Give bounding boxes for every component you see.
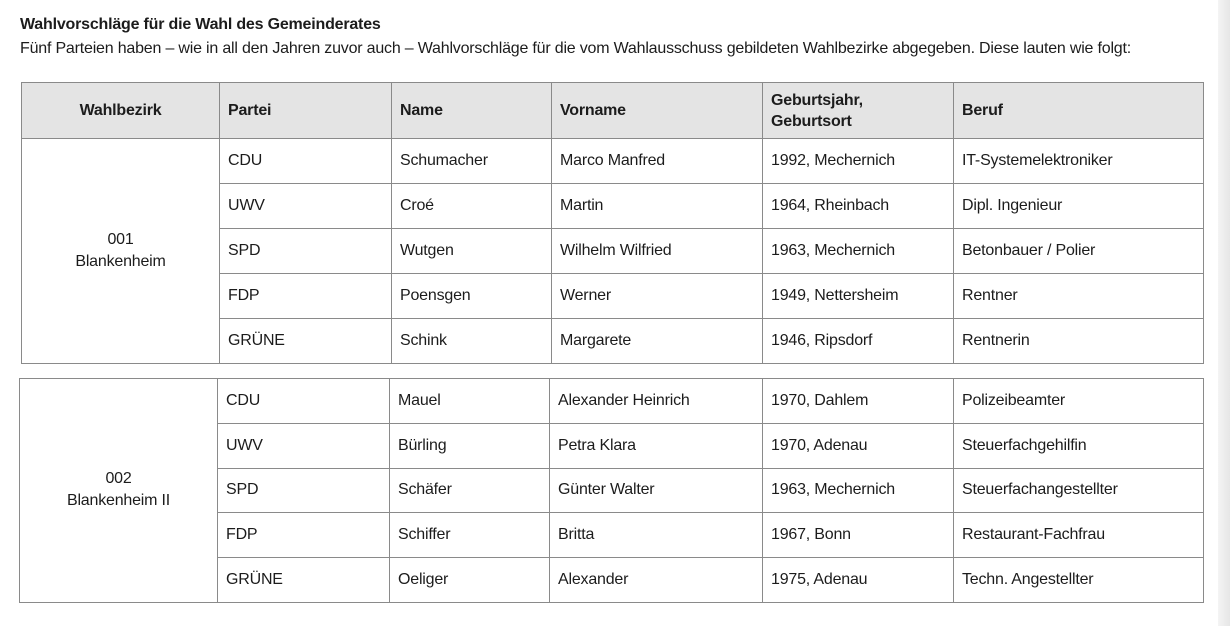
cell-beruf: Restaurant-Fachfrau [954, 513, 1204, 558]
cell-beruf: Steuerfachangestellter [954, 468, 1204, 513]
table-row [22, 139, 1204, 184]
cell-geburt: 1963, Mechernich [763, 229, 954, 274]
header-geburt [763, 83, 954, 139]
cell-geburt: 1975, Adenau [763, 558, 954, 603]
page-edge [1218, 0, 1230, 626]
district-name: Blankenheim II [66, 492, 171, 510]
cell-geburt: 1946, Ripsdorf [763, 319, 954, 364]
district-cell [22, 139, 220, 364]
cell-vorname: Marco Manfred [552, 139, 763, 184]
cell-vorname: Britta [550, 513, 763, 558]
cell-geburt: 1992, Mechernich [763, 139, 954, 184]
header-geburt-line2: Geburtsort [771, 112, 852, 130]
district-name: Blankenheim [75, 253, 166, 270]
cell-vorname: Margarete [552, 319, 763, 364]
cell-name: Schiffer [390, 513, 550, 558]
cell-partei: GRÜNE [218, 558, 390, 603]
cell-name: Schäfer [390, 468, 550, 513]
cell-partei: FDP [218, 513, 390, 558]
header-name: Name [392, 83, 552, 139]
cell-partei: CDU [220, 139, 392, 184]
candidate-table-001 [21, 82, 1204, 364]
district-cell [20, 379, 218, 603]
cell-vorname: Martin [552, 184, 763, 229]
cell-partei: SPD [218, 468, 390, 513]
cell-beruf: Polizeibeamter [954, 379, 1204, 424]
header-beruf: Beruf [954, 83, 1204, 139]
header-vorname: Vorname [552, 83, 763, 139]
cell-name: Poensgen [392, 274, 552, 319]
cell-partei: FDP [220, 274, 392, 319]
candidate-table-002 [19, 378, 1204, 603]
district-number: 001 [107, 231, 134, 248]
cell-vorname: Alexander [550, 558, 763, 603]
cell-partei: UWV [218, 423, 390, 468]
header-partei: Partei [220, 83, 392, 139]
cell-vorname: Alexander Heinrich [550, 379, 763, 424]
header-geburt-line1: Geburtsjahr, [771, 91, 863, 109]
cell-beruf: Betonbauer / Polier [954, 229, 1204, 274]
cell-partei: GRÜNE [220, 319, 392, 364]
cell-vorname: Wilhelm Wilfried [552, 229, 763, 274]
cell-geburt: 1963, Mechernich [763, 468, 954, 513]
cell-beruf: Steuerfachgehilfin [954, 423, 1204, 468]
cell-beruf: Dipl. Ingenieur [954, 184, 1204, 229]
cell-beruf: Rentner [954, 274, 1204, 319]
cell-beruf: Rentnerin [954, 319, 1204, 364]
cell-beruf: Techn. Angestellter [954, 558, 1204, 603]
cell-partei: CDU [218, 379, 390, 424]
table-row [20, 379, 1204, 424]
cell-geburt: 1964, Rheinbach [763, 184, 954, 229]
cell-name: Bürling [390, 423, 550, 468]
cell-name: Schumacher [392, 139, 552, 184]
cell-name: Wutgen [392, 229, 552, 274]
cell-geburt: 1949, Nettersheim [763, 274, 954, 319]
cell-geburt: 1970, Adenau [763, 423, 954, 468]
table-header-row [22, 83, 1204, 139]
cell-geburt: 1970, Dahlem [763, 379, 954, 424]
header-wahlbezirk: Wahlbezirk [22, 83, 220, 139]
intro-text: Fünf Parteien haben – wie in all den Jahren zuvor auch – Wahlvorschläge für die vom Wahlausschuss gebildeten Wahlbezirke abgegeben. Diese lauten wie folgt: [20, 40, 1131, 57]
document-title: Wahlvorschläge für die Wahl des Gemeinderates [20, 16, 381, 33]
cell-name: Schink [392, 319, 552, 364]
cell-vorname: Werner [552, 274, 763, 319]
cell-vorname: Günter Walter [550, 468, 763, 513]
cell-partei: UWV [220, 184, 392, 229]
cell-name: Croé [392, 184, 552, 229]
cell-geburt: 1967, Bonn [763, 513, 954, 558]
district-number: 002 [105, 470, 132, 488]
cell-partei: SPD [220, 229, 392, 274]
cell-name: Oeliger [390, 558, 550, 603]
cell-name: Mauel [390, 379, 550, 424]
cell-vorname: Petra Klara [550, 423, 763, 468]
cell-beruf: IT-Systemelektroniker [954, 139, 1204, 184]
